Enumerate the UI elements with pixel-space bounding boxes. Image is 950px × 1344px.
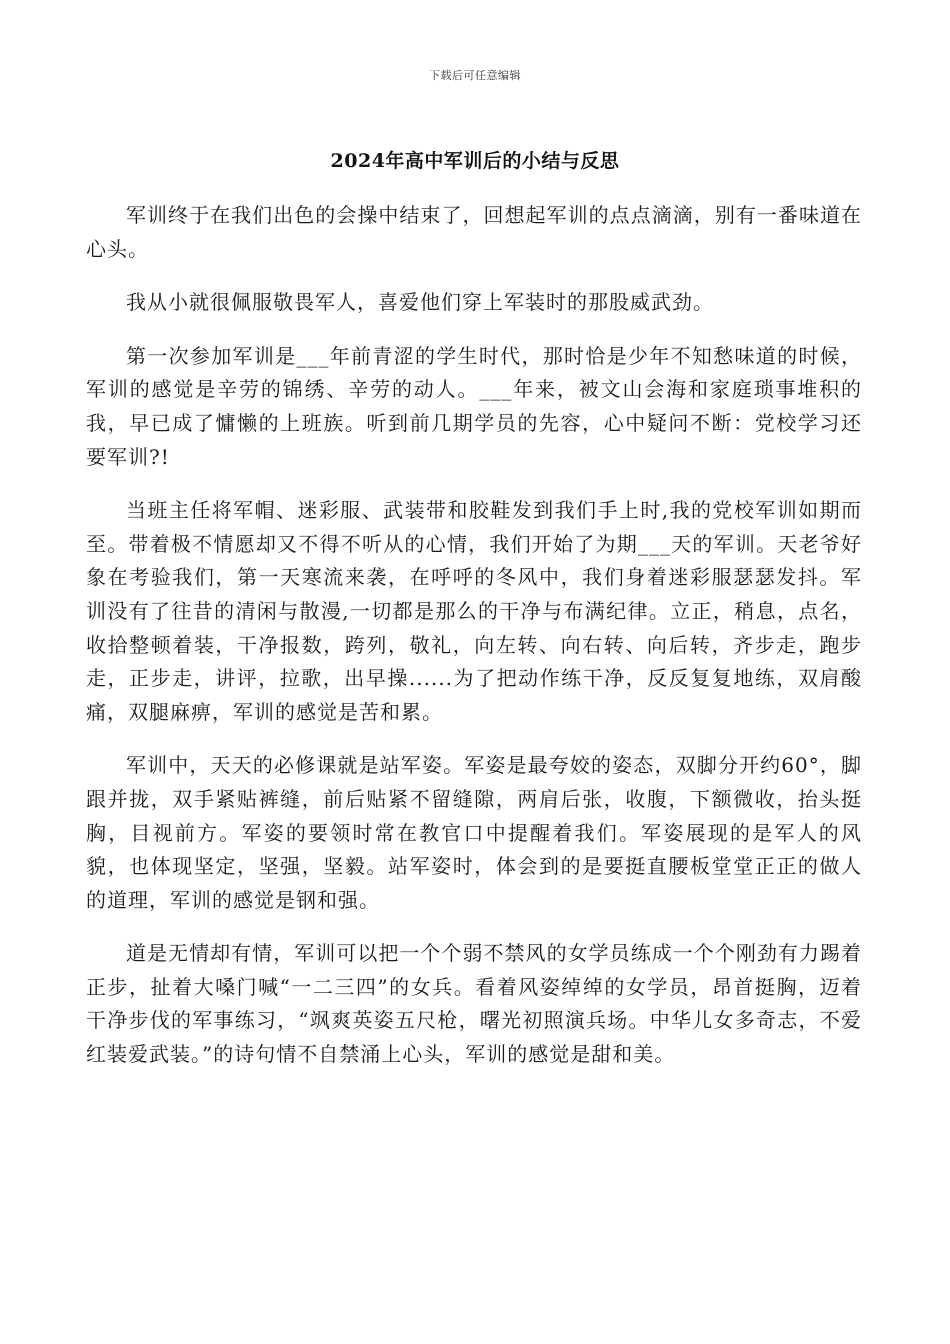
header-note: 下载后可任意编辑 (429, 69, 521, 82)
paragraph-1: 军训终于在我们出色的会操中结束了，回想起军训的点点滴滴，别有一番味道在心头。 (86, 203, 862, 261)
document-title: 2024年高中军训后的小结与反思 (330, 150, 620, 172)
paragraph-4: 当班主任将军帽、迷彩服、武装带和胶鞋发到我们手上时,我的党校军训如期而至。带着极不情愿却又不得不听从的心情，我们开始了为期___天的军训。天老爷好象在考验我们，第一天寒流来袭，在呼呼的冬风中，我们身着迷彩服瑟瑟发抖。军训没有了往昔的清闲与散漫,一切都是那么的干净与布满纪律。立正，稍息，点名，收拾整顿着装，干净报数，跨列，敬礼，向左转、向右转、向后转，齐步走，跑步走，正步走，讲评，拉歌，出早操......为了把动作练干净，反反复复地练，双肩酸痛，双腿麻痹，军训的感觉是苦和累。 (86, 498, 862, 724)
paragraph-3: 第一次参加军训是___年前青涩的学生时代，那时恰是少年不知愁味道的时候，军训的感觉是辛劳的锦绣、辛劳的动人。___年来，被文山会海和家庭琐事堆积的我，早已成了慵懒的上班族。听到前几期学员的先容，心中疑问不断：党校学习还要军训?! (86, 343, 862, 469)
paragraph-5: 军训中，天天的必修课就是站军姿。军姿是最夸姣的姿态，双脚分开约60°，脚跟并拢，双手紧贴裤缝，前后贴紧不留缝隙，两肩后张，收腹，下额微收，抬头挺胸，目视前方。军姿的要领时常在教官口中提醒着我们。军姿展现的是军人的风貌，也体现坚定，坚强，坚毅。站军姿时，体会到的是要挺直腰板堂堂正正的做人的道理，军训的感觉是钢和强。 (86, 753, 862, 912)
document-body (86, 199, 862, 1092)
paragraph-6: 道是无情却有情，军训可以把一个个弱不禁风的女学员练成一个个刚劲有力踢着正步，扯着大嗓门喊“一二三四”的女兵。看着风姿绰绰的女学员，昂首挺胸，迈着干净步伐的军事练习，“飒爽英姿五尺枪，曙光初照演兵场。中华儿女多奇志，不爱红装爱武装。”的诗句情不自禁涌上心头，军训的感觉是甜和美。 (86, 941, 862, 1067)
paragraph-2: 我从小就很佩服敬畏军人，喜爱他们穿上军装时的那股威武劲。 (126, 290, 714, 315)
